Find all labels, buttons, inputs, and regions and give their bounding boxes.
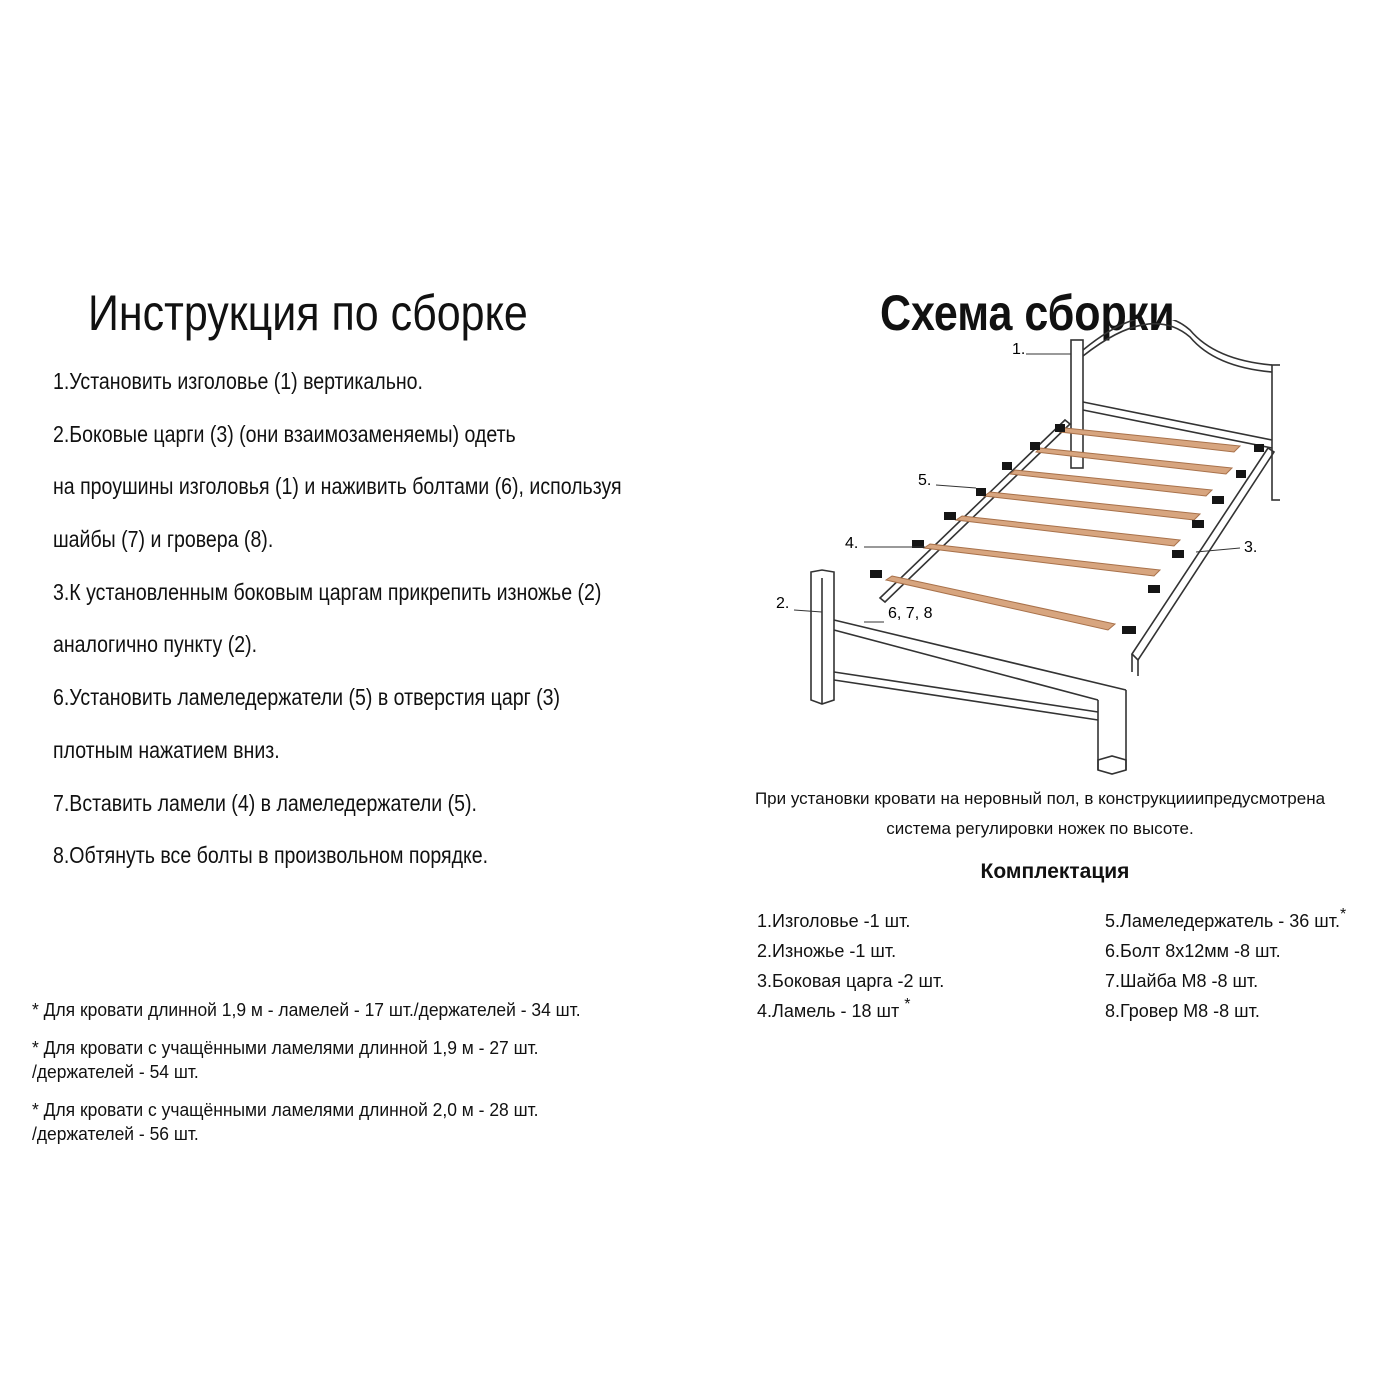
kit-title: Комплектация xyxy=(980,860,1130,883)
headboard-leg xyxy=(1071,340,1083,468)
kit-item: 2.Изножье -1 шт. xyxy=(757,941,897,961)
kit-list-right xyxy=(1105,906,1346,1026)
side-rail-left xyxy=(880,420,1070,602)
step-line: 7.Вставить ламели (4) в ламеледержатели (5). xyxy=(53,789,477,816)
kit-item: 1.Изголовье -1 шт. xyxy=(757,911,911,931)
leveling-note xyxy=(700,784,1380,844)
step-line: аналогично пункту (2). xyxy=(53,631,258,658)
label-headboard: 1. xyxy=(1012,341,1026,358)
kit-item: 6.Болт 8х12мм -8 шт. xyxy=(1105,941,1281,961)
kit-item: 4.Ламель - 18 шт xyxy=(757,1001,900,1021)
footnotes xyxy=(32,998,692,1160)
asterisk-mark: * xyxy=(904,996,911,1013)
footnote: * Для кровати с учащёнными ламелями длинной 2,0 м - 28 шт. /держателей - 56 шт. xyxy=(32,1100,539,1144)
headboard-leg xyxy=(1272,365,1280,500)
step-line: 6.Установить ламеледержатели (5) в отверстия царг (3) xyxy=(53,684,561,711)
scheme-title: Схема сборки xyxy=(880,284,1175,341)
kit-item-with-asterisk xyxy=(1105,906,1346,936)
label-slat-holder: 5. xyxy=(918,472,932,489)
kit-item: 3.Боковая царга -2 шт. xyxy=(757,971,945,991)
label-footboard: 2. xyxy=(776,595,790,612)
headboard-arch xyxy=(1083,320,1272,365)
leveling-note-line: При установки кровати на неровный пол, в конструкцииипредусмотрена xyxy=(754,789,1326,808)
slats xyxy=(886,428,1240,630)
label-slat: 4. xyxy=(845,535,859,552)
instructions-title: Инструкция по сборке xyxy=(88,284,528,341)
kit-list-left xyxy=(757,906,944,1026)
step-line: 2.Боковые царги (3) (они взаимозаменяемы) одеть xyxy=(53,420,516,447)
label-side-rail: 3. xyxy=(1244,539,1258,556)
assembly-steps xyxy=(53,364,722,891)
label-fasteners: 6, 7, 8 xyxy=(888,605,933,622)
kit-item: 7.Шайба М8 -8 шт. xyxy=(1105,971,1259,991)
footnote: * Для кровати длинной 1,9 м - ламелей - 17 шт./держателей - 34 шт. xyxy=(32,1000,581,1020)
footnote: * Для кровати с учащёнными ламелями длинной 1,9 м - 27 шт. /держателей - 54 шт. xyxy=(32,1038,539,1082)
step-line: 1.Установить изголовье (1) вертикально. xyxy=(53,368,423,394)
step-line: шайбы (7) и гровера (8). xyxy=(53,526,274,553)
kit-item-with-asterisk xyxy=(757,996,944,1026)
kit-item: 8.Гровер М8 -8 шт. xyxy=(1105,1001,1260,1021)
asterisk-mark: * xyxy=(1339,906,1347,923)
step-line: 3.К установленным боковым царгам прикрепить изножье (2) xyxy=(53,578,602,605)
step-line: плотным нажатием вниз. xyxy=(53,736,280,763)
kit-item: 5.Ламеледержатель - 36 шт. xyxy=(1105,911,1340,931)
step-line: 8.Обтянуть все болты в произвольном порядке. xyxy=(53,842,489,869)
bed-assembly-diagram xyxy=(760,320,1280,780)
leveling-note-line: система регулировки ножек по высоте. xyxy=(886,819,1194,838)
step-line: на проушины изголовья (1) и наживить болтами (6), используя xyxy=(53,473,622,500)
